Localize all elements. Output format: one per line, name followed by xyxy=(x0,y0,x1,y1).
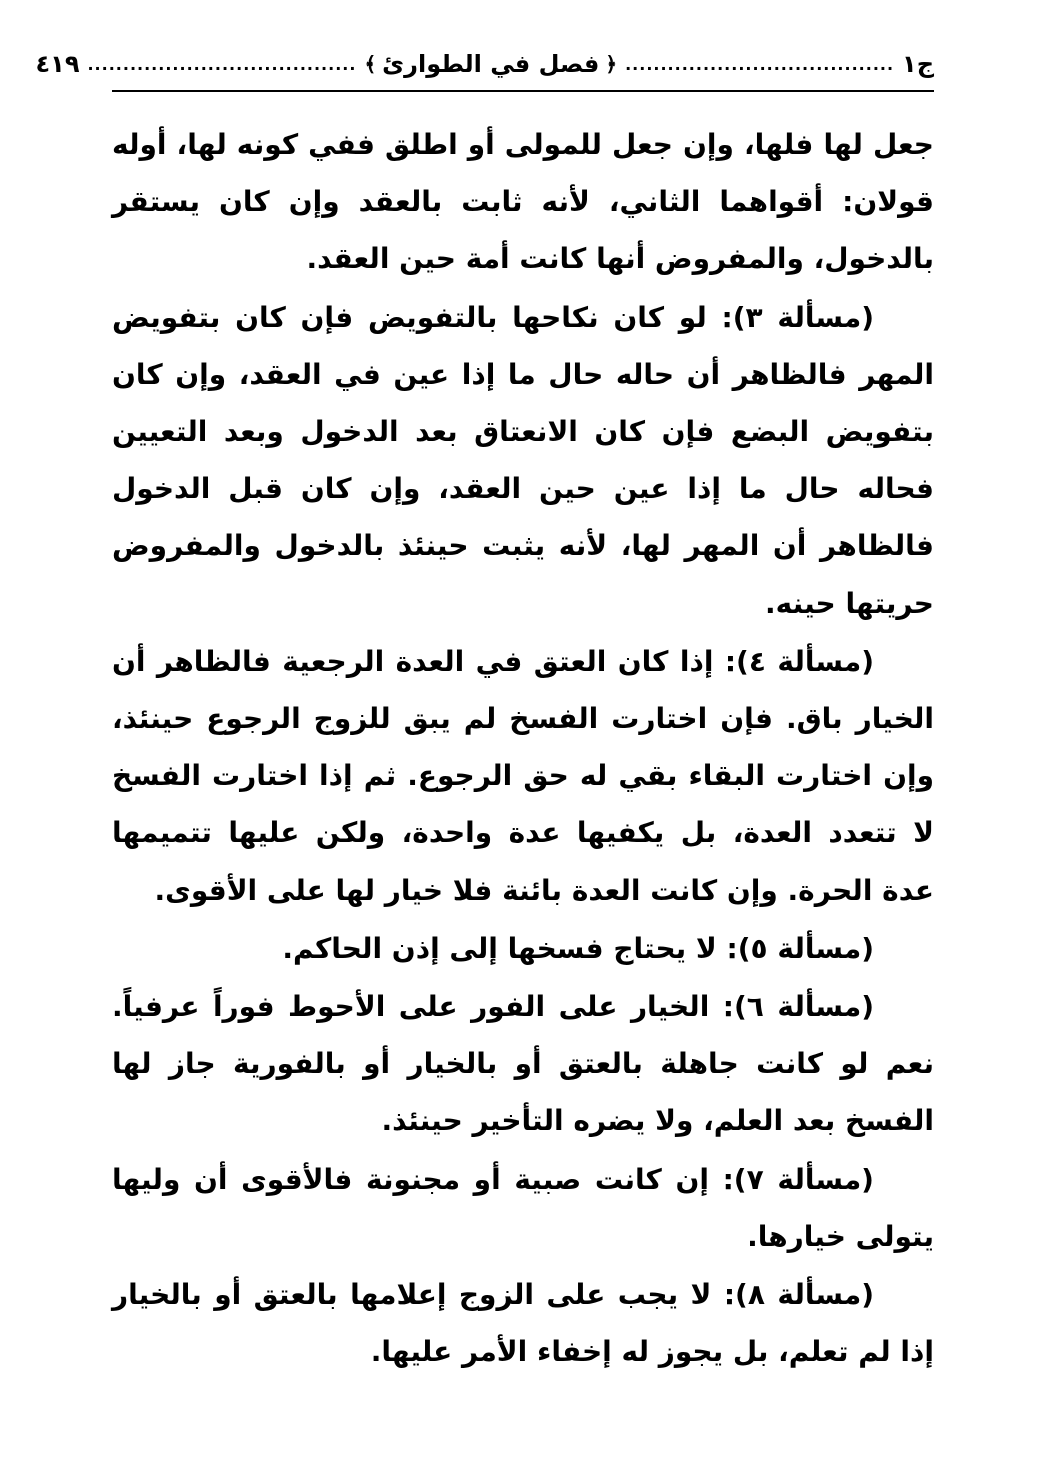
chapter-title xyxy=(364,50,617,78)
running-header xyxy=(35,40,934,88)
paragraph-issue-3: (مسألة ٣): لو كان نكاحها بالتفويض فإن كان بتفويض المهر فالظاهر أن حاله حال ما إذا عين في العقد، وإن كان بتفويض البضع فإن كان الانعتاق بعد الدخول وبعد التعيين فحاله حال ما إذا عين حين العقد، وإن كان قبل الدخول فالظاهر أن المهر لها، لأنه يثبت حينئذ بالدخول والمفروض حريتها حينه. xyxy=(112,300,934,620)
volume-label: ج١ xyxy=(902,50,934,78)
chapter-title-text: فصل في الطوارئ xyxy=(382,50,600,78)
paragraph-issue-4: (مسألة ٤): إذا كان العتق في العدة الرجعية فالظاهر أن الخيار باق. فإن اختارت الفسخ لم يبق للزوج الرجوع حينئذ، وإن اختارت البقاء بقي له حق الرجوع. ثم إذا اختارت الفسخ لا تتعدد العدة، بل يكفيها عدة واحدة، ولكن عليها تتميمها عدة الحرة. وإن كانت العدة بائنة فلا خيار لها على الأقوى. xyxy=(112,644,934,907)
paragraph-issue-7: (مسألة ٧): إن كانت صبية أو مجنونة فالأقوى أن وليها يتولى خيارها. xyxy=(112,1162,934,1253)
paragraph-issue-6: (مسألة ٦): الخيار على الفور على الأحوط فوراً عرفياً. نعم لو كانت جاهلة بالعتق أو بالخيار أو بالفورية جاز لها الفسخ بعد العلم، ولا يضره التأخير حينئذ. xyxy=(112,990,934,1138)
page-number: ٤١٩ xyxy=(35,50,80,78)
header-rule xyxy=(112,90,934,92)
ornament-brace-close: ﴾ xyxy=(364,52,377,76)
paragraph-issue-5: (مسألة ٥): لا يحتاج فسخها إلى إذن الحاكم. xyxy=(282,931,874,965)
body-text xyxy=(112,116,934,1380)
leader-dots-left: ...................................... xyxy=(87,54,357,74)
paragraph-issue-8: (مسألة ٨): لا يجب على الزوج إعلامها بالعتق أو بالخيار إذا لم تعلم، بل يجوز له إخفاء الأمر عليها. xyxy=(112,1278,934,1369)
ornament-brace-open: ﴿ xyxy=(605,52,618,76)
leader-dots-right: ...................................... xyxy=(625,54,895,74)
paragraph-continuation: جعل لها فلها، وإن جعل للمولى أو اطلق ففي كونه لها، أوله قولان: أقواهما الثاني، لأنه ثابت بالعقد وإن كان يستقر بالدخول، والمفروض أنها كانت أمة حين العقد. xyxy=(112,128,934,276)
